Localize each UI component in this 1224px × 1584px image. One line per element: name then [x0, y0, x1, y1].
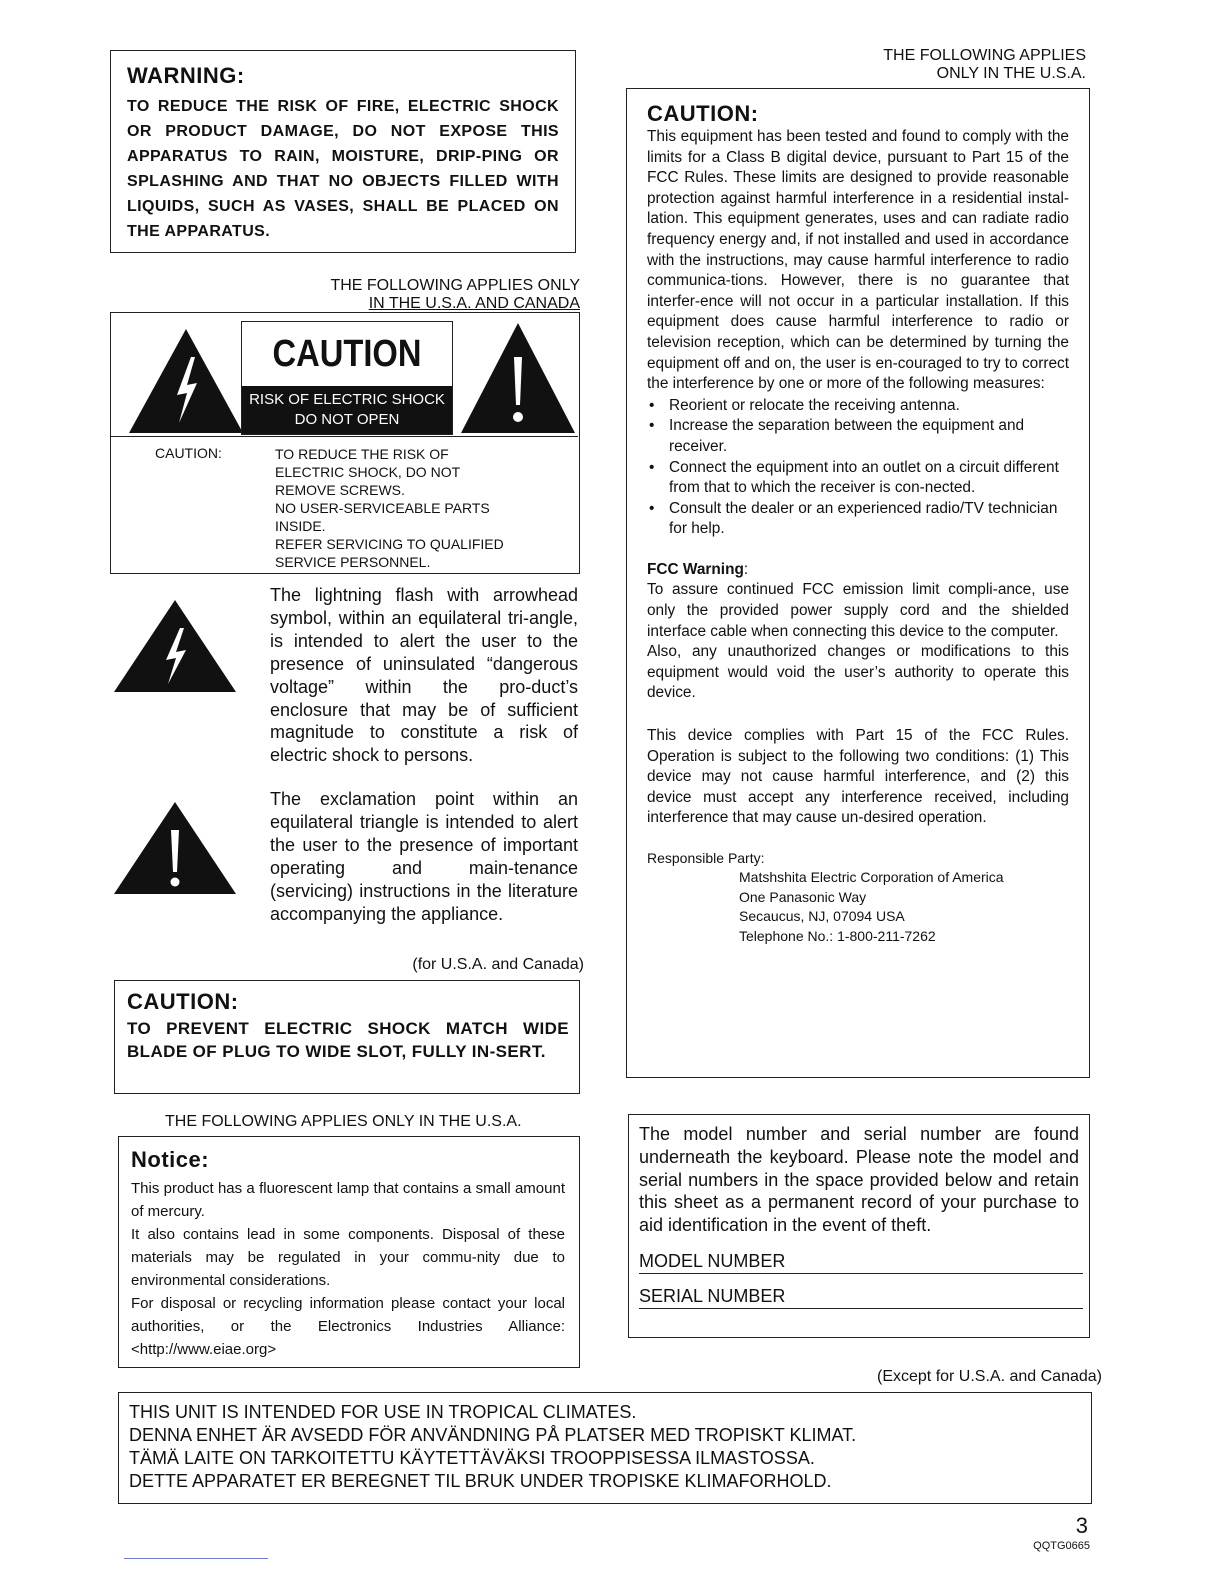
responsible-party-line: Matshshita Electric Corporation of America — [739, 869, 1004, 885]
responsible-party-line: One Panasonic Way — [739, 888, 867, 905]
caution-label-line: REFER SERVICING TO QUALIFIED — [275, 536, 504, 552]
warning-title: WARNING: — [127, 63, 245, 88]
fcc-bullet: • Reorient or relocate the receiving antenna. — [647, 396, 1069, 417]
usa-only-note-left: THE FOLLOWING APPLIES ONLY IN THE U.S.A. — [165, 1113, 522, 1130]
usa-only-note-right — [760, 47, 1086, 83]
model-number-field — [639, 1249, 1083, 1274]
caution-label-line: REMOVE SCREWS. — [275, 482, 405, 498]
page-number: 3 — [1075, 1513, 1088, 1538]
model-serial-text: The model number and serial number are found underneath the keyboard. Please note the model and serial numbers in the space provided below and retain this sheet as a permanent record of your purchase to aid identification in the event of theft. — [639, 1124, 1079, 1236]
caution-label-side: CAUTION: — [155, 445, 222, 461]
notice-p1: This product has a fluorescent lamp that contains a small amount of mercury. — [131, 1180, 565, 1220]
fcc-warning-heading — [647, 560, 1069, 581]
fcc-warning-colon: : — [743, 560, 749, 578]
tropical-line: TÄMÄ LAITE ON TARKOITETTU KÄYTETTÄVÄKSI TROOPPISESSA ILMASTOSSA. — [129, 1448, 815, 1468]
fcc-part15: This device complies with Part 15 of the FCC Rules. Operation is subject to the following two conditions: (1) This device may not cause harmful interference, and (2) this device must accept any interference received, including interference that may cause un-desired operation. — [647, 727, 1069, 827]
serial-number-label: SERIAL NUMBER — [639, 1285, 786, 1306]
doc-code: QQTG0665 — [1033, 1540, 1090, 1552]
fcc-bullet: • Consult the dealer or an experienced radio/TV technician for help. — [647, 499, 1069, 540]
serial-number-field — [639, 1284, 1083, 1309]
exclamation-description: The exclamation point within an equilateral triangle is intended to alert the user to the presence of important operating and main-tenance (servicing) instructions in the literature accompanying the appliance. — [270, 789, 578, 924]
responsible-party-lines — [647, 868, 1069, 946]
model-number-label: MODEL NUMBER — [639, 1250, 786, 1271]
caution-label-line: ELECTRIC SHOCK, DO NOT — [275, 464, 461, 480]
responsible-party-line: Secaucus, NJ, 07094 USA — [739, 908, 905, 924]
caution-label-line: NO USER-SERVICEABLE PARTS — [275, 500, 490, 516]
bottom-rule — [124, 1558, 268, 1559]
caution-sign-dark — [242, 386, 452, 434]
exclamation-symbol-icon — [112, 800, 238, 896]
fcc-bullet: • Connect the equipment into an outlet on a circuit different from that to which the receiver is con-nected. — [647, 458, 1069, 499]
fcc-warning-p1: To assure continued FCC emission limit compli-ance, use only the provided power supply cord and the shielded interface cable when connecting this device to the computer. — [647, 581, 1069, 640]
usa-only-note-right-line2: ONLY IN THE U.S.A. — [936, 65, 1086, 82]
caution-sign — [241, 321, 453, 435]
responsible-party-line: Telephone No.: 1-800-211-7262 — [739, 927, 936, 944]
warning-body: TO REDUCE THE RISK OF FIRE, ELECTRIC SHOCK OR PRODUCT DAMAGE, DO NOT EXPOSE THIS APPARATUS TO RAIN, MOISTURE, DRIP-PING OR SPLASHING AND THAT NO OBJECTS FILLED WITH LIQUIDS, SUCH AS VASES, SHALL BE PLACED ON THE APPARATUS. — [127, 98, 559, 240]
notice-p2: It also contains lead in some components. Disposal of these materials may be regulated in your commu-nity due to environmental considerations. — [131, 1226, 565, 1289]
caution-label-divider — [111, 436, 578, 437]
caution-label-line: TO REDUCE THE RISK OF — [275, 446, 449, 462]
tropical-box — [118, 1392, 1092, 1504]
lightning-description: The lightning flash with arrowhead symbol, within an equilateral tri-angle, is intended to alert the user to the presence of uninsulated “dangerous voltage” within the pro-duct’s enclosure that may be of sufficient magnitude to constitute a risk of electric shock to persons. — [270, 585, 578, 766]
caution-label-line: INSIDE. — [275, 518, 326, 534]
caution-sign-big: CAUTION — [272, 333, 422, 375]
except-usa-canada: (Except for U.S.A. and Canada) — [877, 1368, 1102, 1385]
tropical-line: THIS UNIT IS INTENDED FOR USE IN TROPICAL CLIMATES. — [129, 1402, 637, 1422]
model-serial-box — [628, 1114, 1090, 1338]
caution-label-box — [110, 312, 580, 574]
for-usa-canada: (for U.S.A. and Canada) — [412, 956, 584, 973]
usa-canada-note-line2: IN THE U.S.A. AND CANADA — [368, 295, 580, 312]
exclamation-triangle-icon — [459, 321, 577, 435]
fcc-caution-body: This equipment has been tested and found to comply with the limits for a Class B digital device, pursuant to Part 15 of the FCC Rules. These limits are designed to provide reasonable protection against harmful interference in a residential instal-lation. This equipment generates, uses and can radiate radio frequency energy and, if not installed and used in accordance with the instructions, may cause harmful interference to radio communica-tions. However, there is no guarantee that interfer-ence will not occur in a particular installation. If this equipment does cause harmful interference to radio or television reception, which can be determined by turning the equipment off and on, the user is en-couraged to try to correct the interference by one or more of the following measures: — [647, 128, 1069, 393]
fcc-caution-title: CAUTION: — [647, 101, 759, 126]
fcc-bullet: • Increase the separation between the equipment and receiver. — [647, 416, 1069, 457]
plug-caution-body: TO PREVENT ELECTRIC SHOCK MATCH WIDE BLADE OF PLUG TO WIDE SLOT, FULLY IN-SERT. — [127, 1019, 569, 1061]
fcc-caution-box — [626, 88, 1090, 1078]
lightning-triangle-icon — [127, 327, 245, 435]
caution-sign-line2: DO NOT OPEN — [294, 411, 400, 428]
responsible-party-label: Responsible Party: — [647, 850, 765, 866]
caution-sign-line1: RISK OF ELECTRIC SHOCK — [249, 391, 445, 408]
usa-only-note-right-line1: THE FOLLOWING APPLIES — [883, 47, 1086, 64]
usa-canada-note — [250, 277, 580, 313]
tropical-line: DENNA ENHET ÄR AVSEDD FÖR ANVÄNDNING PÅ PLATSER MED TROPISKT KLIMAT. — [129, 1425, 857, 1445]
caution-label-lines — [275, 445, 504, 571]
fcc-warning-title: FCC Warning — [647, 560, 744, 578]
usa-canada-note-line1: THE FOLLOWING APPLIES ONLY — [330, 277, 580, 294]
notice-p3: For disposal or recycling information please contact your local authorities, or the Electronics Industries Alliance: <http://www.eiae.org> — [131, 1295, 565, 1358]
notice-box — [118, 1136, 580, 1368]
warning-box — [110, 50, 576, 253]
caution-label-line: SERVICE PERSONNEL. — [275, 554, 431, 570]
lightning-symbol-icon — [112, 598, 238, 694]
plug-caution-box — [114, 980, 580, 1094]
fcc-warning-p2: Also, any unauthorized changes or modifications to this equipment would void the user’s authority to operate this device. — [647, 643, 1069, 702]
tropical-line: DETTE APPARATET ER BEREGNET TIL BRUK UNDER TROPISKE KLIMAFORHOLD. — [129, 1471, 832, 1491]
plug-caution-title: CAUTION: — [127, 989, 239, 1014]
notice-title: Notice: — [131, 1147, 210, 1172]
